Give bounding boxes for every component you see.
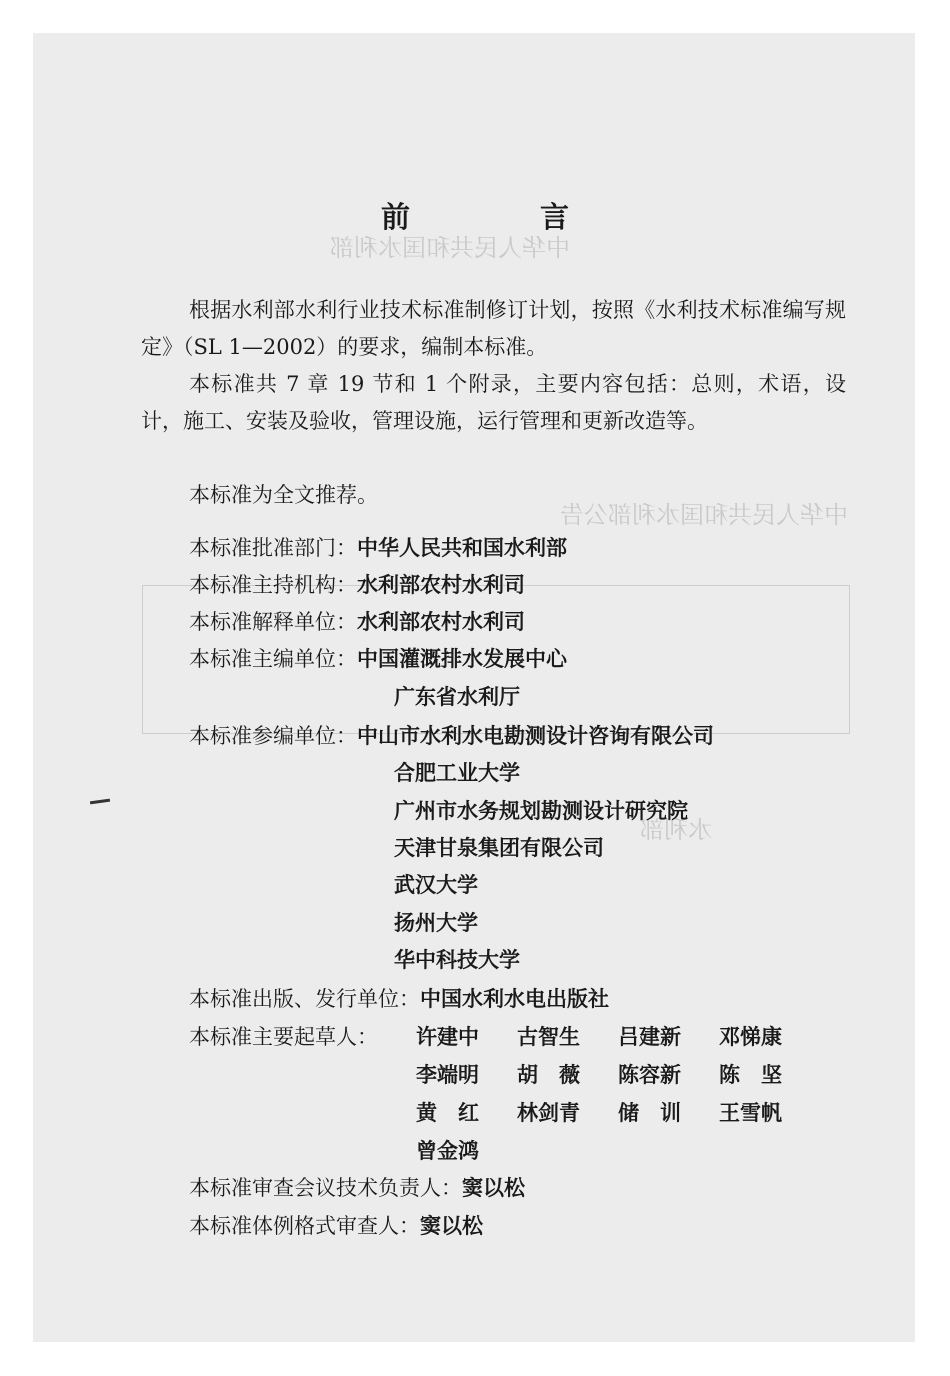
format-reviewer-value: 窦以松 bbox=[420, 1214, 483, 1238]
review-lead-value: 窦以松 bbox=[462, 1176, 525, 1200]
publisher-value: 中国水利水电出版社 bbox=[420, 987, 609, 1011]
co-editor-value: 华中科技大学 bbox=[394, 948, 520, 972]
format-reviewer-row bbox=[189, 1208, 483, 1245]
approval-dept-value: 中华人民共和国水利部 bbox=[357, 536, 567, 560]
host-org-label: 本标准主持机构： bbox=[189, 573, 357, 597]
co-editor-row bbox=[189, 718, 714, 755]
host-org-row bbox=[189, 567, 525, 604]
drafter-name: 李端明 bbox=[416, 1063, 479, 1087]
co-editor-value: 中山市水利水电勘测设计咨询有限公司 bbox=[357, 724, 714, 748]
content-paragraph: 本标准共 7 章 19 节和 1 个附录，主要内容包括：总则，术语，设计，施工、安装及验收，管理设施，运行管理和更新改造等。 bbox=[141, 372, 846, 433]
drafter-name: 邓悌康 bbox=[719, 1025, 782, 1049]
interpret-unit-label: 本标准解释单位： bbox=[189, 610, 357, 634]
drafter-name: 陈容新 bbox=[618, 1063, 681, 1087]
drafter-name: 王雪帆 bbox=[719, 1101, 782, 1125]
publisher-label: 本标准出版、发行单位： bbox=[189, 987, 420, 1011]
interpret-unit-row bbox=[189, 604, 525, 641]
co-editor-value: 合肥工业大学 bbox=[394, 761, 520, 785]
show-through-text: 水利部 bbox=[640, 816, 712, 844]
drafter-name: 林剑青 bbox=[517, 1101, 580, 1125]
co-editor-value: 天津甘泉集团有限公司 bbox=[394, 836, 604, 860]
review-lead-label: 本标准审查会议技术负责人： bbox=[189, 1176, 462, 1200]
co-editor-label: 本标准参编单位： bbox=[189, 724, 357, 748]
drafter-name: 胡 薇 bbox=[517, 1063, 580, 1087]
host-org-value: 水利部农村水利司 bbox=[357, 573, 525, 597]
show-through-text: 中华人民共和国水利部 bbox=[330, 234, 570, 262]
chief-editor-label: 本标准主编单位： bbox=[189, 647, 357, 671]
intro-paragraph: 根据水利部水利行业技术标准制修订计划，按照《水利技术标准编写规定》（SL 1—2002）的要求，编制本标准。 bbox=[141, 298, 846, 359]
drafter-name: 吕建新 bbox=[618, 1025, 681, 1049]
approval-dept-row bbox=[189, 530, 567, 567]
page-title: 前 言 bbox=[380, 200, 630, 234]
publisher-row bbox=[189, 981, 609, 1018]
drafter-name: 储 训 bbox=[618, 1101, 681, 1125]
show-through-text: 中华人民共和国水利部公告 bbox=[560, 501, 848, 529]
drafter-name: 陈 坚 bbox=[719, 1063, 782, 1087]
review-lead-row bbox=[189, 1170, 525, 1207]
recommendation-paragraph: 本标准为全文推荐。 bbox=[189, 483, 378, 507]
drafter-name: 黄 红 bbox=[416, 1101, 479, 1125]
drafter-name: 许建中 bbox=[416, 1025, 479, 1049]
chief-editor-value: 广东省水利厅 bbox=[394, 685, 520, 709]
drafters-label: 本标准主要起草人： bbox=[189, 1025, 378, 1049]
format-reviewer-label: 本标准体例格式审查人： bbox=[189, 1214, 420, 1238]
chief-editor-row bbox=[189, 641, 567, 678]
co-editor-value: 武汉大学 bbox=[394, 873, 478, 897]
chief-editor-value: 中国灌溉排水发展中心 bbox=[357, 647, 567, 671]
co-editor-value: 广州市水务规划勘测设计研究院 bbox=[394, 799, 688, 823]
drafter-name: 古智生 bbox=[517, 1025, 580, 1049]
interpret-unit-value: 水利部农村水利司 bbox=[357, 610, 525, 634]
drafter-name: 曾金鸿 bbox=[416, 1139, 479, 1163]
approval-dept-label: 本标准批准部门： bbox=[189, 536, 357, 560]
co-editor-value: 扬州大学 bbox=[394, 911, 478, 935]
drafters-row bbox=[189, 1019, 378, 1056]
